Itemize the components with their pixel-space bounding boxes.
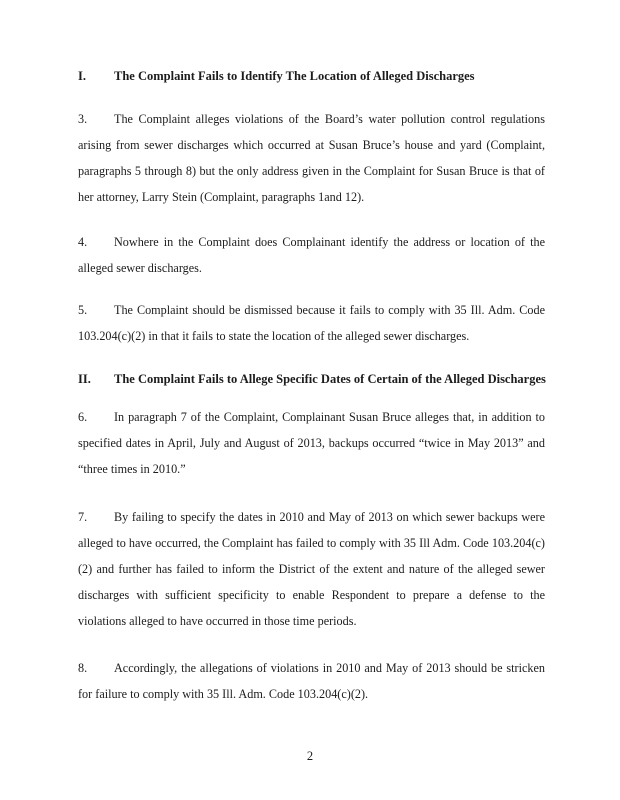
paragraph-3 — [78, 106, 545, 210]
paragraph-text: In paragraph 7 of the Complaint, Complainant Susan Bruce alleges that, in addition to specified dates in April, July and August of 2013, backups occurred “twice in May 2013” and “three times in 2010.” — [78, 410, 545, 476]
paragraph-5 — [78, 297, 545, 349]
section-title: The Complaint Fails to Allege Specific Dates of Certain of the Alleged Discharges — [114, 372, 546, 386]
paragraph-number: 8. — [78, 661, 88, 675]
paragraph-number: 4. — [78, 235, 88, 249]
paragraph-7 — [78, 504, 545, 634]
section-title: The Complaint Fails to Identify The Location of Alleged Discharges — [114, 69, 475, 83]
paragraph-number: 7. — [78, 510, 88, 524]
paragraph-text: The Complaint alleges violations of the Board’s water pollution control regulations arising from sewer discharges which occurred at Susan Bruce’s house and yard (Complaint, paragraphs 5 through 8) but the only address given in the Complaint for Susan Bruce is that of her attorney, Larry Stein (Complaint, paragraphs 1and 12). — [78, 112, 545, 204]
paragraph-6 — [78, 404, 545, 482]
paragraph-text: Nowhere in the Complaint does Complainant identify the address or location of the alleged sewer discharges. — [78, 235, 545, 275]
section-number: II. — [78, 372, 91, 386]
section-heading-1 — [78, 68, 548, 84]
paragraph-text: By failing to specify the dates in 2010 and May of 2013 on which sewer backups were alleged to have occurred, the Complaint has failed to comply with 35 Ill Adm. Code 103.204(c)(2) and further has failed to inform the District of the extent and nature of the alleged sewer discharges with sufficient specificity to enable Respondent to prepare a defense to the violations alleged to have occurred in those time periods. — [78, 510, 545, 628]
paragraph-8 — [78, 655, 545, 707]
page-number: 2 — [306, 749, 314, 763]
section-number: I. — [78, 69, 86, 83]
paragraph-4 — [78, 229, 545, 281]
section-heading-2 — [78, 371, 548, 387]
paragraph-text: The Complaint should be dismissed because it fails to comply with 35 Ill. Adm. Code 103.204(c)(2) in that it fails to state the location of the alleged sewer discharges. — [78, 303, 545, 343]
paragraph-number: 5. — [78, 303, 88, 317]
paragraph-text: Accordingly, the allegations of violations in 2010 and May of 2013 should be stricken for failure to comply with 35 Ill. Adm. Code 103.204(c)(2). — [78, 661, 545, 701]
paragraph-number: 6. — [78, 410, 88, 424]
paragraph-number: 3. — [78, 112, 88, 126]
